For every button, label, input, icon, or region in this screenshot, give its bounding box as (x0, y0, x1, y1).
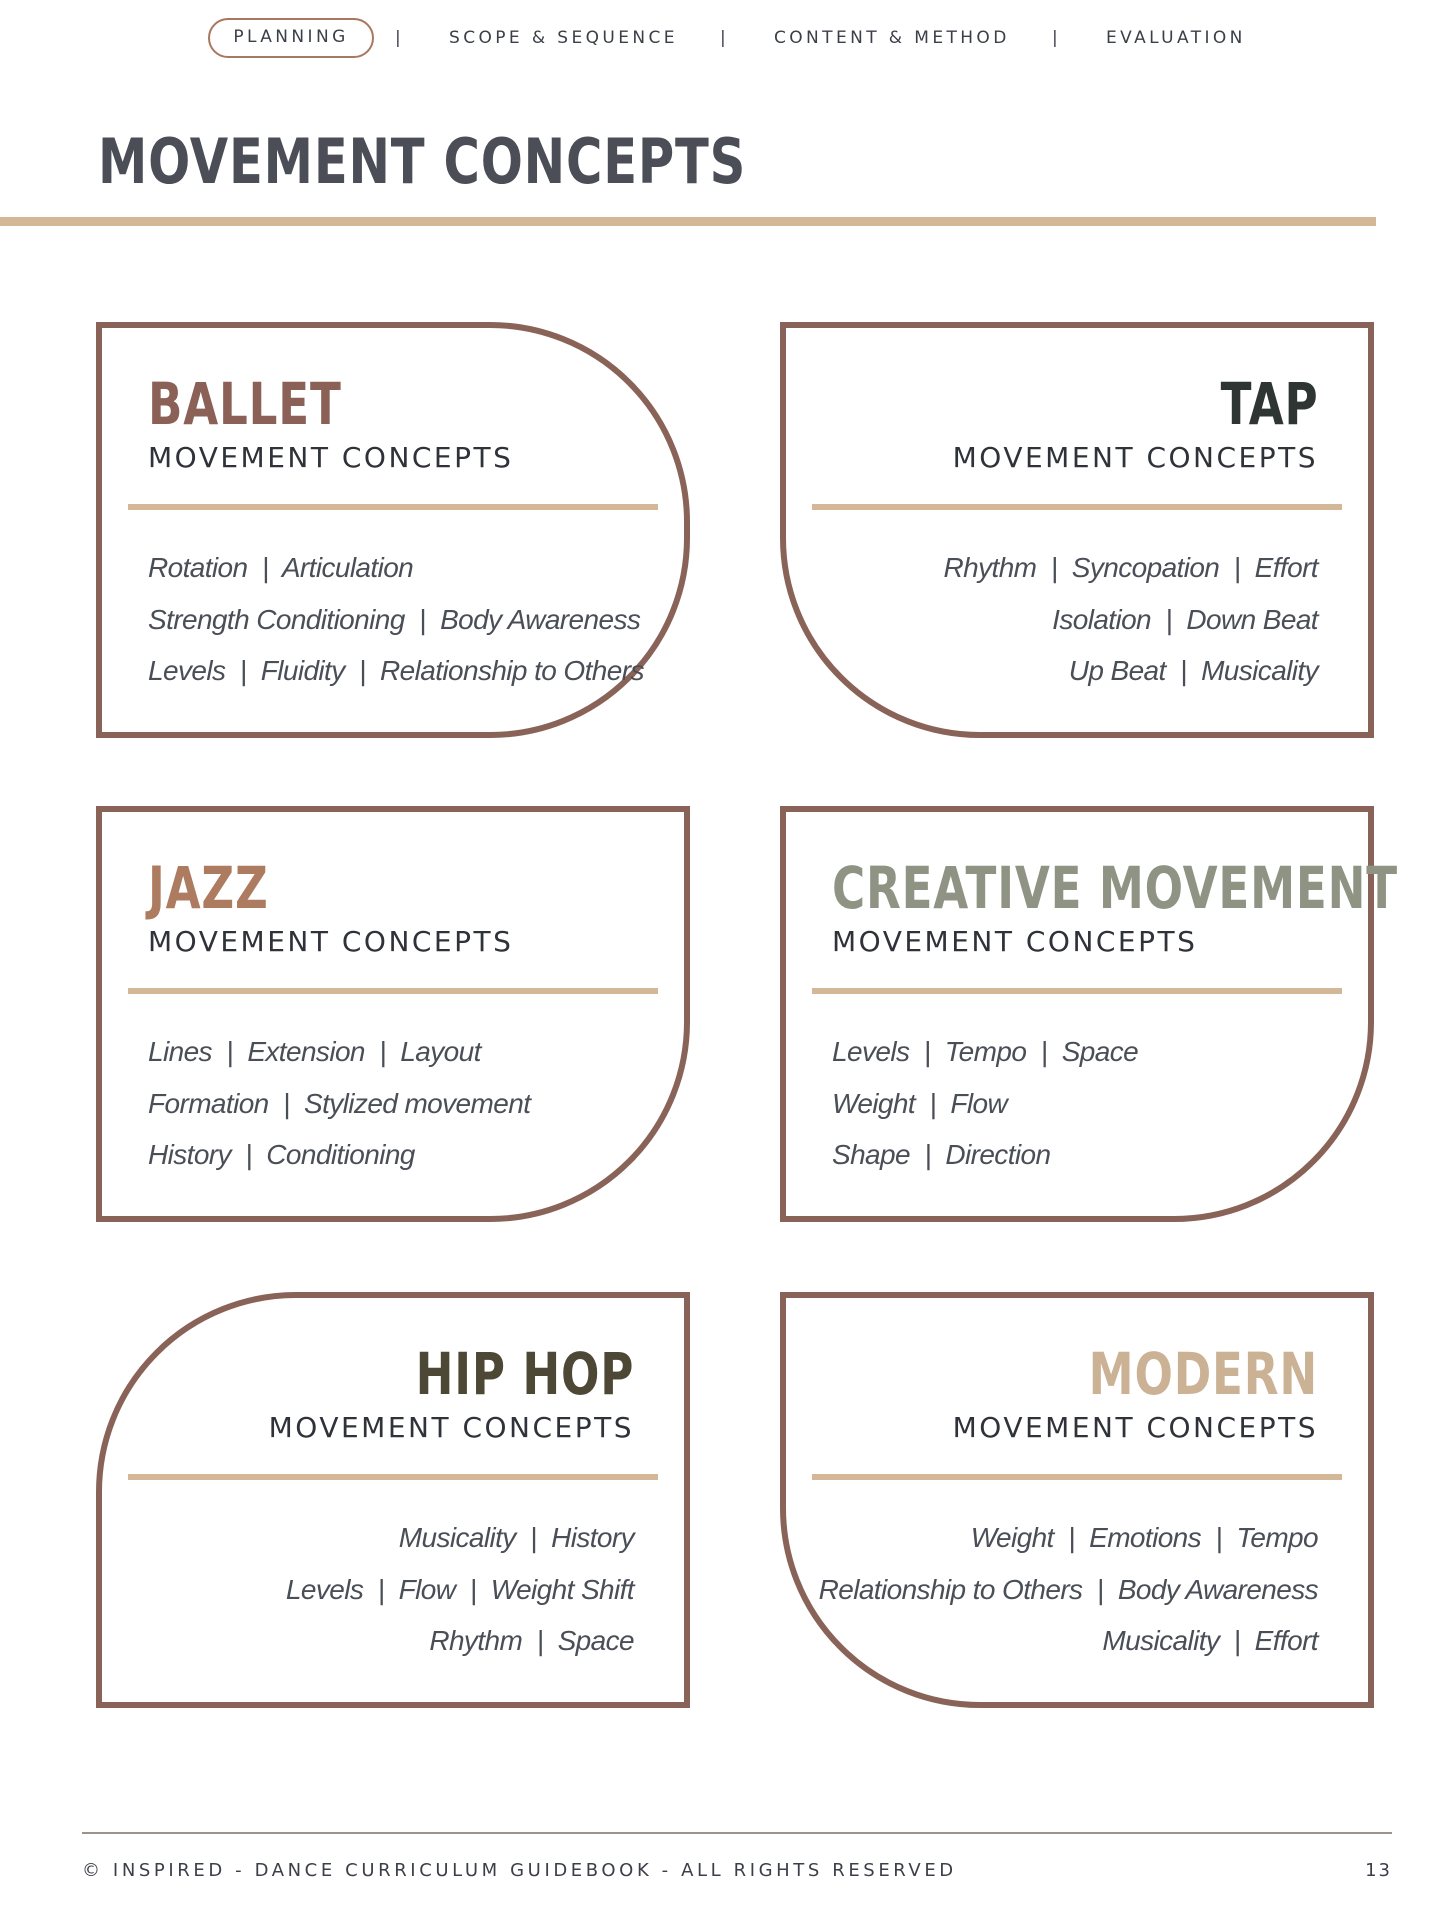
page-title: MOVEMENT CONCEPTS (98, 125, 747, 198)
card-subtitle: MOVEMENT CONCEPTS (832, 925, 1198, 958)
nav-separator: | (720, 28, 726, 48)
concept-line: Up Beat | Musicality (1068, 655, 1318, 686)
concept-line: Musicality | Effort (1102, 1625, 1318, 1656)
card-ballet (96, 322, 690, 738)
card-subtitle: MOVEMENT CONCEPTS (952, 441, 1318, 474)
concept-line: Lines | Extension | Layout (148, 1036, 481, 1067)
footer-divider (82, 1832, 1392, 1834)
nav-tab-planning[interactable]: PLANNING (208, 18, 374, 58)
card-subtitle: MOVEMENT CONCEPTS (952, 1411, 1318, 1444)
card-title: CREATIVE MOVEMENT (832, 854, 1398, 922)
concept-line: Shape | Direction (832, 1139, 1051, 1170)
concept-list (286, 1512, 634, 1667)
card-subtitle: MOVEMENT CONCEPTS (268, 1411, 634, 1444)
concept-line: Isolation | Down Beat (1052, 603, 1318, 635)
concept-list (819, 1512, 1318, 1667)
card-subtitle: MOVEMENT CONCEPTS (148, 441, 514, 474)
concept-list (944, 542, 1318, 697)
card-divider (812, 504, 1342, 510)
card-divider (128, 504, 658, 510)
card-hip-hop (96, 1292, 690, 1708)
concept-line: Musicality | History (398, 1522, 634, 1553)
card-divider (812, 988, 1342, 994)
top-navigation (0, 18, 1456, 60)
card-divider (812, 1474, 1342, 1480)
nav-tab-scope-sequence[interactable]: SCOPE & SEQUENCE (449, 28, 678, 48)
card-jazz (96, 806, 690, 1222)
concept-line: Rhythm | Syncopation | Effort (943, 552, 1318, 583)
card-title: TAP (1220, 370, 1318, 438)
concept-list (148, 1026, 530, 1181)
card-title: JAZZ (148, 854, 269, 922)
nav-tab-evaluation[interactable]: EVALUATION (1106, 28, 1246, 48)
concept-line: Formation | Stylized movement (148, 1087, 531, 1119)
concept-list (148, 542, 644, 697)
concept-line: Levels | Tempo | Space (832, 1036, 1139, 1067)
footer-copyright: © INSPIRED - DANCE CURRICULUM GUIDEBOOK - ALL RIGHTS RESERVED (82, 1860, 957, 1881)
card-divider (128, 1474, 658, 1480)
title-divider (0, 217, 1376, 226)
concept-line: Rotation | Articulation (148, 552, 414, 583)
concept-line: Levels | Fluidity | Relationship to Others (148, 655, 644, 686)
concept-list (832, 1026, 1138, 1181)
concept-line: Weight | Emotions | Tempo (970, 1522, 1318, 1553)
nav-tab-content-method[interactable]: CONTENT & METHOD (774, 28, 1010, 48)
concept-line: Relationship to Others | Body Awareness (818, 1573, 1318, 1605)
card-title: MODERN (1088, 1340, 1318, 1408)
card-title: HIP HOP (415, 1340, 634, 1408)
concept-line: Weight | Flow (832, 1087, 1008, 1119)
card-creative-movement (780, 806, 1398, 1222)
concept-line: Strength Conditioning | Body Awareness (148, 603, 641, 635)
card-modern (780, 1292, 1374, 1708)
page-number: 13 (1365, 1860, 1392, 1881)
nav-separator: | (395, 28, 401, 48)
card-title: BALLET (148, 370, 342, 438)
card-tap (780, 322, 1374, 738)
nav-separator: | (1052, 28, 1058, 48)
concept-line: Rhythm | Space (429, 1625, 634, 1656)
card-divider (128, 988, 658, 994)
concept-line: Levels | Flow | Weight Shift (285, 1573, 634, 1605)
concept-line: History | Conditioning (148, 1139, 415, 1170)
card-subtitle: MOVEMENT CONCEPTS (148, 925, 514, 958)
